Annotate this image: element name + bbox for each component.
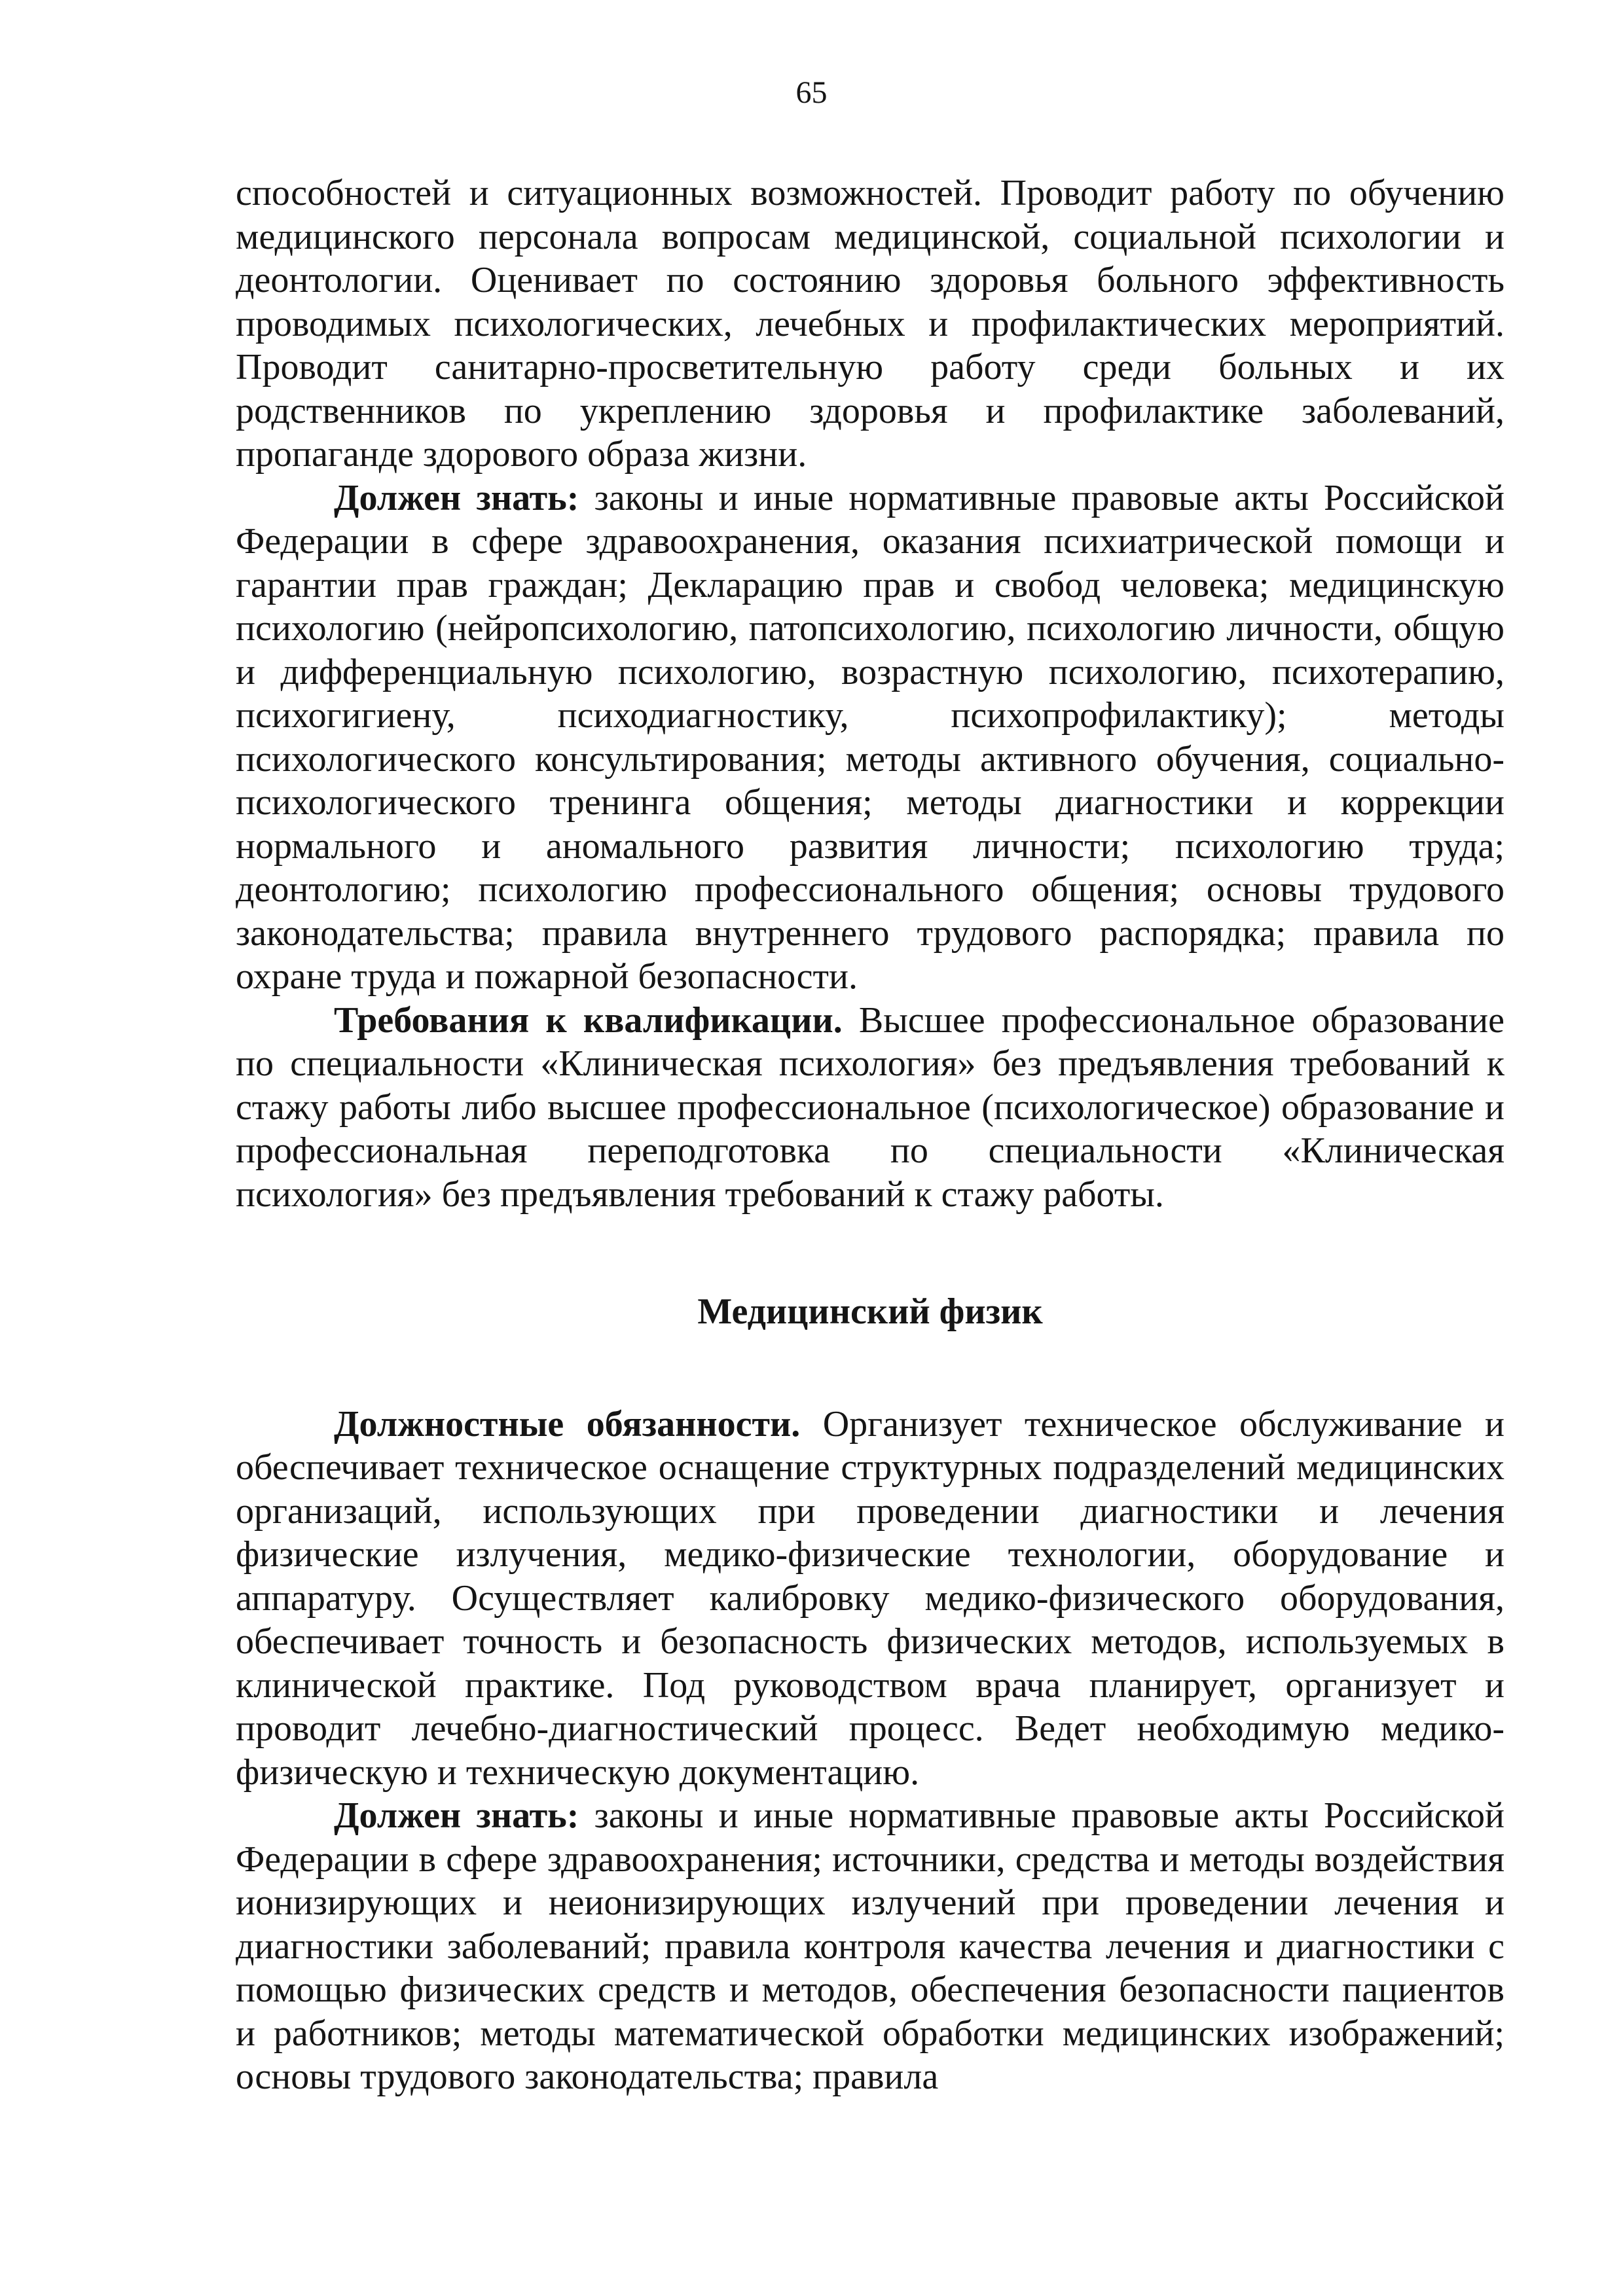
paragraph-qualification-requirements [236, 999, 1504, 1217]
page-number: 65 [795, 75, 828, 110]
paragraph-lead: Должен знать: [334, 1795, 579, 1836]
paragraph-continued [236, 171, 1504, 476]
paragraph-lead: Требования к квалификации. [334, 999, 843, 1041]
paragraph-lead: Должен знать: [334, 477, 579, 518]
paragraph-duties [236, 1403, 1504, 1795]
paragraph-text: способностей и ситуационных возможностей. Проводит работу по обучению медицинского персонала вопросам медицинской, социальной психологии и деонтологии. Оценивает по состоянию здоровья больного эффективность проводимых психологических, лечебных и профилактических мероприятий. Проводит санитарно-просветительную работу среди больных и их родственников по укреплению здоровья и профилактике заболеваний, пропаганде здорового образа жизни. [236, 173, 1504, 475]
paragraph-text: Высшее профессиональное образование по специальности «Клиническая психология» без предъявления требований к стажу работы либо высшее профессиональное (психологическое) образование и профессиональная переподготовка по специальности «Клиническая психология» без предъявления требований к стажу работы. [236, 999, 1504, 1215]
section-heading: Медицинский физик [697, 1291, 1043, 1332]
paragraph-text: Организует техническое обслуживание и обеспечивает техническое оснащение структурных подразделений медицинских организаций, использующих при проведении диагностики и лечения физические излучения, медико-физические технологии, оборудование и аппаратуру. Осуществляет калибровку медико-физического оборудования, обеспечивает точность и безопасность физических методов, используемых в клинической практике. Под руководством врача планирует, организует и проводит лечебно-диагностический процесс. Ведет необходимую медико-физическую и техническую документацию. [236, 1403, 1504, 1793]
paragraph-text: законы и иные нормативные правовые акты Российской Федерации в сфере здравоохранения; источники, средства и методы воздействия ионизирующих и неионизирующих излучений при проведении лечения и диагностики заболеваний; правила контроля качества лечения и диагностики с помощью физических средств и методов, обеспечения безопасности пациентов и работников; методы математической обработки медицинских изображений; основы трудового законодательства; правила [236, 1795, 1504, 2097]
paragraph-lead: Должностные обязанности. [334, 1403, 801, 1444]
paragraph-must-know-physicist [236, 1794, 1504, 2099]
paragraph-text: законы и иные нормативные правовые акты Российской Федерации в сфере здравоохранения, оказания психиатрической помощи и гарантии прав граждан; Декларацию прав и свобод человека; медицинскую психологию (нейропсихологию, патопсихологию, психологию личности, общую и дифференциальную психологию, возрастную психологию, психотерапию, психогигиену, психодиагностику, психопрофилактику); методы психологического консультирования; методы активного обучения, социально-психологического тренинга общения; методы диагностики и коррекции нормального и аномального развития личности; психологию труда; деонтологию; психологию профессионального общения; основы трудового законодательства; правила внутреннего трудового распорядка; правила по охране труда и пожарной безопасности. [236, 477, 1504, 997]
paragraph-must-know-psychologist [236, 476, 1504, 999]
document-body [236, 171, 1504, 2099]
